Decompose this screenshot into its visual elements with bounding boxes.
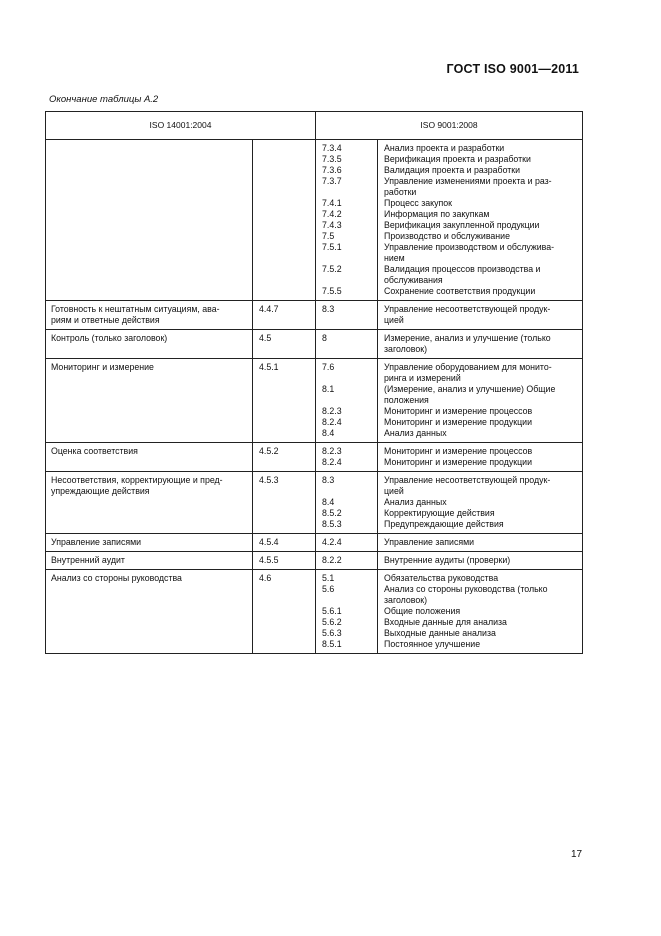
table-row [46, 534, 583, 552]
clause-title: Анализ со стороны руководства (только [384, 584, 548, 594]
clause-number: 7.3.5 [322, 154, 342, 164]
cell-iso9001-clause [316, 359, 378, 443]
clause-number: 8.3 [322, 475, 335, 485]
clause-number: 7.4.3 [322, 220, 342, 230]
cell-iso9001-requirement [378, 570, 583, 654]
table-row [46, 570, 583, 654]
clause-number [322, 253, 373, 264]
clause-title: Корректирующие действия [384, 508, 495, 518]
document-header: ГОСТ ISO 9001—2011 [446, 62, 579, 76]
clause-number [322, 344, 373, 355]
cell-iso9001-clause [316, 443, 378, 472]
cell-iso9001-clause [316, 570, 378, 654]
clause-number: 8.2.3 [322, 446, 342, 456]
cell-iso14001-clause: 4.5.4 [253, 534, 316, 552]
clause-number: 7.6 [322, 362, 335, 372]
clause-title: Мониторинг и измерение продукции [384, 417, 532, 427]
clause-number: 5.6.1 [322, 606, 342, 616]
cell-iso9001-requirement [378, 301, 583, 330]
clause-number: 8.2.2 [322, 555, 342, 565]
cell-iso14001-clause: 4.5 [253, 330, 316, 359]
clause-number: 8 [322, 333, 327, 343]
cell-iso14001-clause: 4.4.7 [253, 301, 316, 330]
clause-number [322, 187, 373, 198]
clause-title: Процесс закупок [384, 198, 452, 208]
cell-iso9001-clause [316, 534, 378, 552]
clause-number: 5.1 [322, 573, 335, 583]
table-row [46, 359, 583, 443]
cell-iso9001-requirement [378, 534, 583, 552]
requirement-text: Внутренний аудит [51, 555, 125, 565]
cell-iso9001-clause [316, 301, 378, 330]
cell-iso14001-clause: 4.6 [253, 570, 316, 654]
cell-iso14001-requirement [46, 552, 253, 570]
clause-number [322, 315, 373, 326]
cell-iso9001-requirement [378, 552, 583, 570]
cell-iso14001-clause: 4.5.3 [253, 472, 316, 534]
clause-number: 7.5.2 [322, 264, 342, 274]
clause-number: 8.5.1 [322, 639, 342, 649]
table-row [46, 140, 583, 301]
clause-number: 8.2.4 [322, 417, 342, 427]
clause-title: заголовок) [384, 344, 428, 354]
clause-number: 5.6.3 [322, 628, 342, 638]
cell-iso14001-requirement [46, 570, 253, 654]
clause-title: Мониторинг и измерение процессов [384, 406, 533, 416]
requirement-text: Оценка соответствия [51, 446, 138, 456]
table-row [46, 330, 583, 359]
clause-title: заголовок) [384, 595, 428, 605]
correspondence-table [45, 111, 583, 654]
clause-title: Управление оборудованием для монито- [384, 362, 552, 372]
cell-iso9001-clause [316, 552, 378, 570]
cell-iso9001-requirement [378, 330, 583, 359]
clause-number: 7.4.2 [322, 209, 342, 219]
clause-title: Управление несоответствующей продук- [384, 475, 551, 485]
clause-title: Верификация проекта и разработки [384, 154, 531, 164]
cell-iso14001-requirement [46, 443, 253, 472]
clause-title: Управление несоответствующей продук- [384, 304, 551, 314]
clause-number [322, 275, 373, 286]
clause-number: 8.5.3 [322, 519, 342, 529]
requirement-text: Управление записями [51, 537, 142, 547]
cell-iso9001-clause [316, 140, 378, 301]
table-row [46, 301, 583, 330]
cell-iso9001-clause [316, 472, 378, 534]
clause-number: 8.2.4 [322, 457, 342, 467]
clause-number: 8.1 [322, 384, 335, 394]
cell-iso9001-requirement [378, 472, 583, 534]
requirement-text: Контроль (только заголовок) [51, 333, 168, 343]
clause-number [322, 486, 373, 497]
cell-iso9001-requirement [378, 359, 583, 443]
clause-title: Анализ данных [384, 428, 447, 438]
requirement-text: Мониторинг и измерение [51, 362, 154, 372]
clause-number [322, 595, 373, 606]
table-caption: Окончание таблицы А.2 [49, 94, 159, 105]
column-header-iso14001: ISO 14001:2004 [46, 112, 316, 140]
column-header-iso9001: ISO 9001:2008 [316, 112, 583, 140]
cell-iso9001-requirement [378, 443, 583, 472]
clause-title: Управление записями [384, 537, 475, 547]
table-row [46, 552, 583, 570]
clause-number: 4.2.4 [322, 537, 342, 547]
clause-title: работки [384, 187, 417, 197]
clause-number [322, 373, 373, 384]
clause-title: Внутренние аудиты (проверки) [384, 555, 511, 565]
clause-title: ринга и измерений [384, 373, 461, 383]
cell-iso14001-clause: 4.5.5 [253, 552, 316, 570]
clause-number: 5.6 [322, 584, 335, 594]
table-header-row [46, 112, 583, 140]
clause-title: Постоянное улучшение [384, 639, 481, 649]
clause-title: Мониторинг и измерение процессов [384, 446, 533, 456]
clause-title: (Измерение, анализ и улучшение) Общие [384, 384, 556, 394]
clause-number: 7.4.1 [322, 198, 342, 208]
requirement-text: Анализ со стороны руководства [51, 573, 182, 583]
cell-iso9001-clause [316, 330, 378, 359]
clause-title: обслуживания [384, 275, 443, 285]
clause-number: 5.6.2 [322, 617, 342, 627]
table-row [46, 443, 583, 472]
clause-number: 8.5.2 [322, 508, 342, 518]
clause-number: 7.3.6 [322, 165, 342, 175]
cell-iso9001-requirement [378, 140, 583, 301]
cell-iso14001-requirement [46, 330, 253, 359]
clause-title: цией [384, 315, 404, 325]
clause-title: Обязательства руководства [384, 573, 499, 583]
clause-number: 7.5.1 [322, 242, 342, 252]
clause-number: 8.4 [322, 497, 335, 507]
clause-number: 7.5 [322, 231, 335, 241]
requirement-text: Несоответствия, корректирующие и пред- [51, 475, 223, 485]
cell-iso14001-clause [253, 140, 316, 301]
cell-iso14001-clause: 4.5.1 [253, 359, 316, 443]
clause-title: Верификация закупленной продукции [384, 220, 540, 230]
clause-title: Производство и обслуживание [384, 231, 510, 241]
clause-title: Предупреждающие действия [384, 519, 504, 529]
clause-number: 7.3.7 [322, 176, 342, 186]
cell-iso14001-requirement [46, 534, 253, 552]
clause-number: 8.2.3 [322, 406, 342, 416]
clause-title: Измерение, анализ и улучшение (только [384, 333, 551, 343]
clause-title: Входные данные для анализа [384, 617, 507, 627]
clause-title: Анализ данных [384, 497, 447, 507]
clause-title: Управление производством и обслужива- [384, 242, 555, 252]
clause-number: 8.3 [322, 304, 335, 314]
clause-number: 7.3.4 [322, 143, 342, 153]
clause-number: 8.4 [322, 428, 335, 438]
table-row [46, 472, 583, 534]
clause-number: 7.5.5 [322, 286, 342, 296]
clause-title: нием [384, 253, 405, 263]
clause-title: цией [384, 486, 404, 496]
clause-title: Управление изменениями проекта и раз- [384, 176, 552, 186]
cell-iso14001-requirement [46, 359, 253, 443]
clause-title: положения [384, 395, 429, 405]
cell-iso14001-requirement [46, 472, 253, 534]
clause-title: Валидация проекта и разработки [384, 165, 521, 175]
cell-iso14001-requirement [46, 140, 253, 301]
clause-title: Сохранение соответствия продукции [384, 286, 536, 296]
clause-title: Валидация процессов производства и [384, 264, 541, 274]
clause-title: Информация по закупкам [384, 209, 490, 219]
requirement-text: Готовность к нештатным ситуациям, ава- [51, 304, 220, 314]
clause-number [322, 395, 373, 406]
requirement-text: упреждающие действия [51, 486, 150, 496]
clause-title: Мониторинг и измерение продукции [384, 457, 532, 467]
clause-title: Общие положения [384, 606, 461, 616]
cell-iso14001-requirement [46, 301, 253, 330]
clause-title: Выходные данные анализа [384, 628, 496, 638]
requirement-text: риям и ответные действия [51, 315, 160, 325]
page-number: 17 [571, 849, 583, 860]
cell-iso14001-clause: 4.5.2 [253, 443, 316, 472]
clause-title: Анализ проекта и разработки [384, 143, 505, 153]
